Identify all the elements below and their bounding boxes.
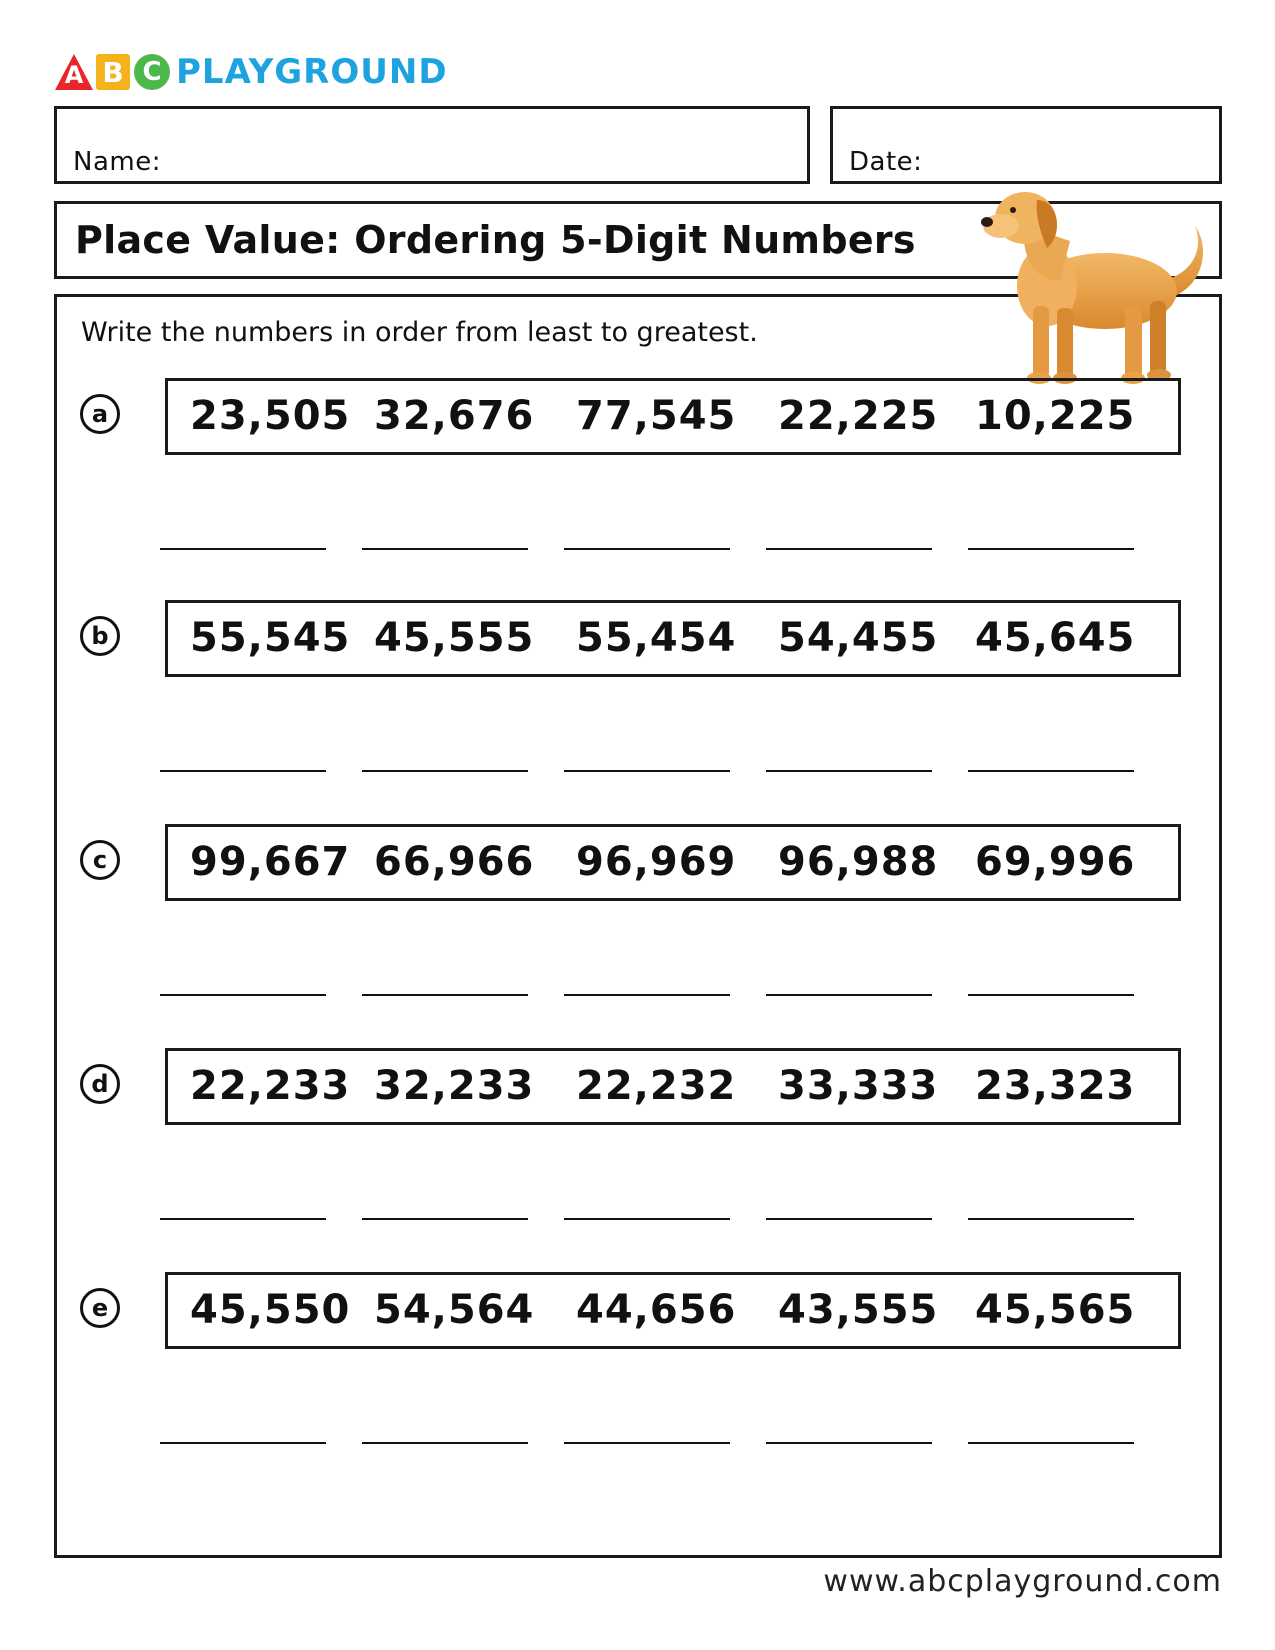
answer-line[interactable] — [362, 548, 528, 550]
number-value: 44,656 — [576, 1287, 737, 1333]
answer-line[interactable] — [766, 994, 932, 996]
number-value: 69,996 — [975, 839, 1136, 885]
number-value: 96,988 — [778, 839, 939, 885]
number-value: 99,667 — [190, 839, 351, 885]
name-field[interactable] — [54, 106, 810, 184]
answer-line[interactable] — [564, 548, 730, 550]
number-value: 54,564 — [374, 1287, 535, 1333]
answer-line[interactable] — [968, 548, 1134, 550]
answer-line[interactable] — [766, 548, 932, 550]
logo-word: PLAYGROUND — [176, 52, 448, 92]
instruction-text: Write the numbers in order from least to greatest. — [81, 317, 758, 348]
number-value: 22,232 — [576, 1063, 737, 1109]
answer-line[interactable] — [362, 770, 528, 772]
answer-line[interactable] — [564, 1442, 730, 1444]
number-value: 96,969 — [576, 839, 737, 885]
number-value: 55,454 — [576, 615, 737, 661]
number-value: 32,676 — [374, 393, 535, 439]
logo-letter-a-text: A — [64, 61, 84, 89]
number-value: 66,966 — [374, 839, 535, 885]
answer-line[interactable] — [160, 1218, 326, 1220]
logo-letter-b: B — [96, 54, 130, 90]
dog-icon — [965, 186, 1215, 396]
number-value: 33,333 — [778, 1063, 939, 1109]
answer-line[interactable] — [160, 548, 326, 550]
number-value: 32,233 — [374, 1063, 535, 1109]
answer-line[interactable] — [766, 770, 932, 772]
answer-line[interactable] — [160, 994, 326, 996]
problem-label: e — [80, 1288, 120, 1328]
answer-line[interactable] — [564, 770, 730, 772]
brand-logo — [54, 52, 448, 92]
number-value: 45,645 — [975, 615, 1136, 661]
number-value: 23,323 — [975, 1063, 1136, 1109]
problem-label: d — [80, 1064, 120, 1104]
date-field[interactable] — [830, 106, 1222, 184]
answer-line[interactable] — [766, 1442, 932, 1444]
number-value: 22,225 — [778, 393, 939, 439]
number-value: 45,550 — [190, 1287, 351, 1333]
number-value: 45,555 — [374, 615, 535, 661]
answer-line[interactable] — [362, 1442, 528, 1444]
answer-line[interactable] — [968, 1442, 1134, 1444]
number-value: 77,545 — [576, 393, 737, 439]
answer-line[interactable] — [160, 1442, 326, 1444]
answer-line[interactable] — [362, 994, 528, 996]
footer-url[interactable]: www.abcplayground.com — [823, 1564, 1222, 1599]
number-value: 10,225 — [975, 393, 1136, 439]
answer-line[interactable] — [968, 994, 1134, 996]
logo-letter-c: C — [134, 54, 170, 90]
number-value: 54,455 — [778, 615, 939, 661]
worksheet-body — [54, 294, 1222, 1558]
answer-line[interactable] — [564, 1218, 730, 1220]
number-set-box — [165, 1272, 1181, 1349]
date-label: Date: — [849, 147, 923, 177]
number-set-box — [165, 1048, 1181, 1125]
number-value: 43,555 — [778, 1287, 939, 1333]
answer-line[interactable] — [968, 1218, 1134, 1220]
answer-line[interactable] — [160, 770, 326, 772]
answer-line[interactable] — [362, 1218, 528, 1220]
answer-line[interactable] — [968, 770, 1134, 772]
number-value: 45,565 — [975, 1287, 1136, 1333]
number-set-box — [165, 824, 1181, 901]
logo-letter-a — [54, 53, 94, 91]
name-label: Name: — [73, 147, 161, 177]
number-value: 23,505 — [190, 393, 351, 439]
page-title: Place Value: Ordering 5-Digit Numbers — [75, 218, 916, 262]
problem-label: b — [80, 616, 120, 656]
answer-line[interactable] — [766, 1218, 932, 1220]
number-value: 55,545 — [190, 615, 351, 661]
answer-line[interactable] — [564, 994, 730, 996]
problem-label: c — [80, 840, 120, 880]
number-value: 22,233 — [190, 1063, 351, 1109]
number-set-box — [165, 378, 1181, 455]
problem-label: a — [80, 394, 120, 434]
number-set-box — [165, 600, 1181, 677]
